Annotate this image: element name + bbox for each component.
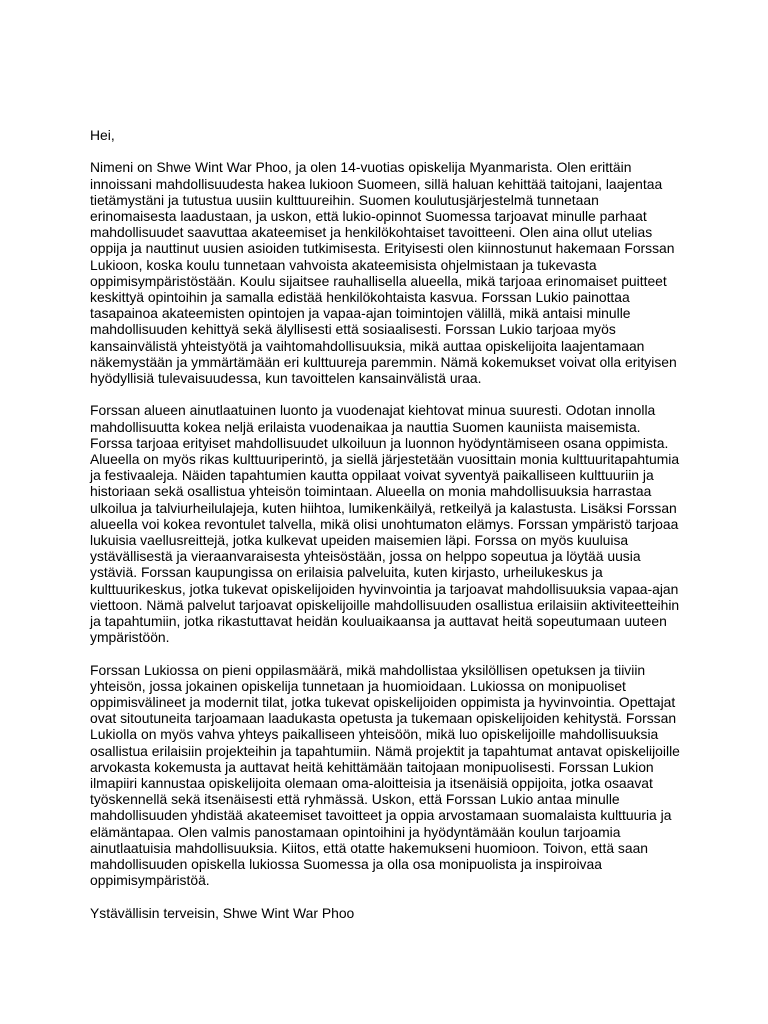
text-line: lukuisia vaellusreittejä, jotka kulkevat upeiden maisemien läpi. Forssa on myös kuuluisa [90, 532, 629, 549]
text-line: ystäviä. Forssan kaupungissa on erilaisia palveluita, kuten kirjasto, urheilukeskus ja [90, 564, 603, 581]
spacer [90, 645, 700, 661]
text-line: innoissani mahdollisuudesta hakea lukioon Suomeen, sillä haluan kehittää taitojani, laajentaa [90, 175, 663, 192]
text-line: Forssa tarjoaa erityiset mahdollisuudet ulkoiluun ja luonnon hyödyntämiseen osana oppimista. [90, 434, 669, 451]
text-line: tietämystäni ja tutustua uusiin kulttuureihin. Suomen koulutusjärjestelmä tunnetaan [90, 191, 599, 208]
text-line: historiaan sekä osallistua yhteisön toimintaan. Alueella on monia mahdollisuuksia harrastaa [90, 483, 652, 500]
letter-paragraphs [90, 159, 700, 904]
text-line: ympäristöön. [90, 629, 170, 646]
text-line: Forssan Lukiossa on pieni oppilasmäärä, mikä mahdollistaa yksilöllisen opetuksen ja tiiviin [90, 661, 646, 678]
letter-body [90, 127, 700, 921]
text-line: keskittyä opintoihin ja samalla edistää henkilökohtaista kasvua. Forssan Lukio painottaa [90, 289, 630, 306]
text-line: ilmapiiri kannustaa opiskelijoita olemaan oma-aloitteisia ja itsenäisiä oppijoita, jotka osaavat [90, 775, 653, 792]
spacer [90, 889, 700, 905]
text-line: Nimeni on Shwe Wint War Phoo, ja olen 14-vuotias opiskelija Myanmarista. Olen erittäin [90, 159, 632, 176]
text-line: alueella voi kokea revontulet talvella, mikä olisi unohtumaton elämys. Forssan ympäristö tarjoaa [90, 515, 679, 532]
text-line: oppija ja nauttinut uusien asioiden tutkimisesta. Erityisesti olen kiinnostunut hakemaan Forssan [90, 240, 675, 257]
text-line: ainutlaatuisia mahdollisuuksia. Kiitos, että otatte hakemukseni huomioon. Toivon, että saan [90, 839, 649, 856]
text-line: Lukiolla on myös vahva yhteys paikalliseen yhteisöön, mikä luo opiskelijoille mahdollisuuksia [90, 726, 659, 743]
text-line: viettoon. Nämä palvelut tarjoavat opiskelijoille mahdollisuuden osallistua erilaisiin aktiviteetteihin [90, 596, 680, 613]
text-line: Alueella on myös rikas kulttuuriperintö, ja siellä järjestetään vuosittain monia kulttuuritapahtumia [90, 451, 680, 468]
text-line: näkemystään ja ymmärtämään eri kulttuureja paremmin. Nämä kokemukset voivat olla erityisen [90, 353, 677, 370]
text-line: ja tapahtumiin, jotka rikastuttavat heidän kouluaikaansa ja auttavat heitä sopeutumaan uuteen [90, 613, 667, 630]
text-line: oppimisympäristöä. [90, 872, 210, 889]
text-line: ulkoilua ja talviurheilulajeja, kuten hiihtoa, lumikenkäilyä, retkeilyä ja kalastusta. Lisäksi Forssan [90, 499, 677, 516]
spacer [90, 143, 700, 159]
text-line: mahdollisuuden yhdistää akateemiset tavoitteet ja oppia arvostamaan suomalaista kulttuuria ja [90, 807, 672, 824]
paragraph-2 [90, 402, 700, 645]
text-line: mahdollisuuden opiskella lukiossa Suomessa ja olla osa monipuolista ja inspiroivaa [90, 856, 602, 873]
text-line: elämäntapaa. Olen valmis panostamaan opintoihini ja hyödyntämään koulun tarjoamia [90, 823, 621, 840]
text-line: osallistua erilaisiin projekteihin ja tapahtumiin. Nämä projektit ja tapahtumat antavat opiskelijoille [90, 742, 680, 759]
text-line: tasapainoa akateemisten opintojen ja vapaa-ajan toimintojen välillä, mikä antaisi minulle [90, 305, 631, 322]
text-line: mahdollisuudet saavuttaa akateemiset ja henkilökohtaiset tavoitteeni. Olen aina ollut utelias [90, 224, 653, 241]
text-line: Lukioon, koska koulu tunnetaan vahvoista akateemisista ohjelmistaan ja tukevasta [90, 256, 597, 273]
closing: Ystävällisin terveisin, Shwe Wint War Phoo [90, 904, 355, 921]
spacer [90, 386, 700, 402]
text-line: oppimisympäristöstään. Koulu sijaitsee rauhallisella alueella, mikä tarjoaa erinomaiset puitteet [90, 272, 667, 289]
paragraph-1 [90, 159, 700, 386]
text-line: Forssan alueen ainutlaatuinen luonto ja vuodenajat kiehtovat minua suuresti. Odotan innolla [90, 402, 656, 419]
text-line: arvokasta kokemusta ja auttavat heitä kehittämään taitojaan monipuolisesti. Forssan Lukion [90, 758, 654, 775]
text-line: erinomaisesta laadustaan, ja uskon, että lukio-opinnot Suomessa tarjoavat minulle parhaat [90, 208, 647, 224]
text-line: kulttuurikeskus, jotka tukevat opiskelijoiden hyvinvointia ja tarjoavat mahdollisuuksia vapaa-ajan [90, 580, 679, 597]
text-line: kansainvälistä yhteistyötä ja vaihtomahdollisuuksia, mikä auttaa opiskelijoita laajentamaan [90, 337, 645, 354]
text-line: ystävällisestä ja vieraanvaraisesta yhteisöstään, jossa on helppo sopeutua ja löytää uusia [90, 548, 641, 565]
text-line: mahdollisuuden kehittyä sekä älyllisesti että sosiaalisesti. Forssan Lukio tarjoaa myös [90, 321, 616, 338]
text-line: hyödyllisiä tulevaisuudessa, kun tavoittelen kansainvälistä uraa. [90, 370, 482, 387]
paragraph-3 [90, 662, 700, 889]
text-line: työskennellä sekä itsenäisesti että ryhmässä. Uskon, että Forssan Lukio antaa minulle [90, 791, 620, 808]
text-line: ja festivaaleja. Näiden tapahtumien kautta oppilaat voivat syventyä paikalliseen kulttuuriin ja [90, 467, 654, 484]
text-line: ovat sitoutuneita tarjoamaan laadukasta opetusta ja tukemaan opiskelijoiden kehitystä. Forssan [90, 710, 677, 727]
text-line: yhteisön, jossa jokainen opiskelija tunnetaan ja huomioidaan. Lukiossa on monipuoliset [90, 677, 626, 694]
text-line: mahdollisuutta kokea neljä erilaista vuodenaikaa ja nauttia Suomen kauniista maisemista. [90, 418, 641, 435]
greeting: Hei, [90, 127, 115, 143]
text-line: oppimisvälineet ja modernit tilat, jotka tukevat opiskelijoiden oppimista ja hyvinvointia. Opettajat [90, 694, 676, 711]
